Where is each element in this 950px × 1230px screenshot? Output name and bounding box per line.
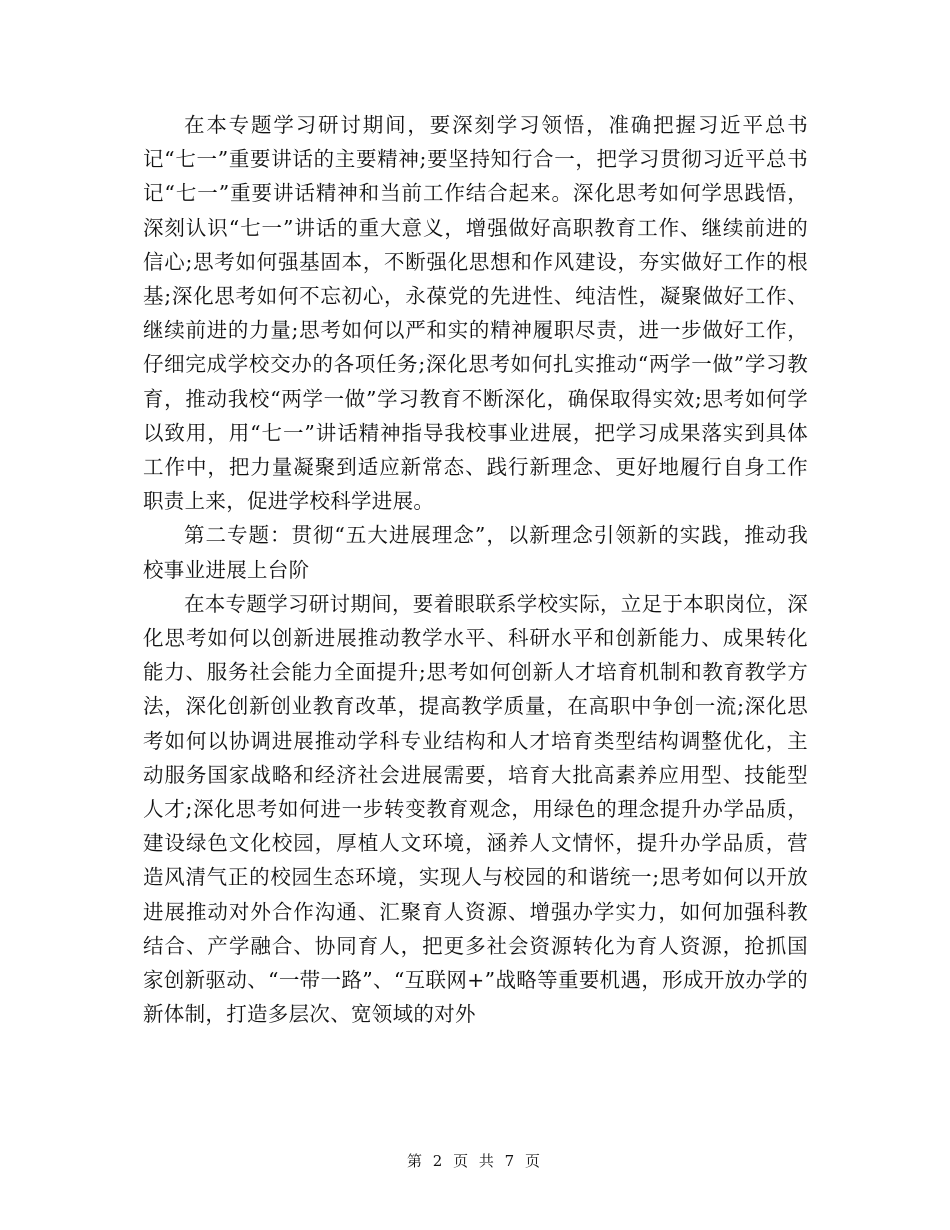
- paragraph-study-period-2: 在本专题学习研讨期间，要着眼联系学校实际，立足于本职岗位，深化思考如何以创新进展推动教学水平、科研水平和创新能力、成果转化能力、服务社会能力全面提升;思考如何创新人才培育机制和教育教学方法，深化创新创业教育改革，提高教学质量，在高职中争创一流;深化思考如何以协调进展推动学科专业结构和人才培育类型结构调整优化，主动服务国家战略和经济社会进展需要，培育大批高素养应用型、技能型人才;深化思考如何进一步转变教育观念，用绿色的理念提升办学品质，建设绿色文化校园，厚植人文环境，涵养人文情怀，提升办学品质，营造风清气正的校园生态环境，实现人与校园的和谐统一;思考如何以开放进展推动对外合作沟通、汇聚育人资源、增强办学实力，如何加强科教结合、产学融合、协同育人，把更多社会资源转化为育人资源，抢抓国家创新驱动、“一带一路”、“互联网+”战略等重要机遇，形成开放办学的新体制，打造多层次、宽领域的对外: [143, 591, 808, 1027]
- paragraph-study-period-1: 在本专题学习研讨期间，要深刻学习领悟，准确把握习近平总书记“七一”重要讲话的主要精神;要坚持知行合一，把学习贯彻习近平总书记“七一”重要讲话精神和当前工作结合起来。深化思考如何学思践悟，深刻认识“七一”讲话的重大意义，增强做好高职教育工作、继续前进的信心;思考如何强基固本，不断强化思想和作风建设，夯实做好工作的根基;深化思考如何不忘初心，永葆党的先进性、纯洁性，凝聚做好工作、继续前进的力量;思考如何以严和实的精神履职尽责，进一步做好工作，仔细完成学校交办的各项任务;深化思考如何扎实推动“两学一做”学习教育，推动我校“两学一做”学习教育不断深化，确保取得实效;思考如何学以致用，用“七一”讲话精神指导我校事业进展，把学习成果落实到具体工作中，把力量凝聚到适应新常态、践行新理念、更好地履行自身工作职责上来，促进学校科学进展。: [143, 113, 808, 514]
- document-body: [143, 108, 808, 1031]
- paragraph-second-topic-heading: 第二专题：贯彻“五大进展理念”，以新理念引领新的实践，推动我校事业进展上台阶: [143, 523, 808, 582]
- page-number-footer: 第 2 页 共 7 页: [407, 1152, 543, 1170]
